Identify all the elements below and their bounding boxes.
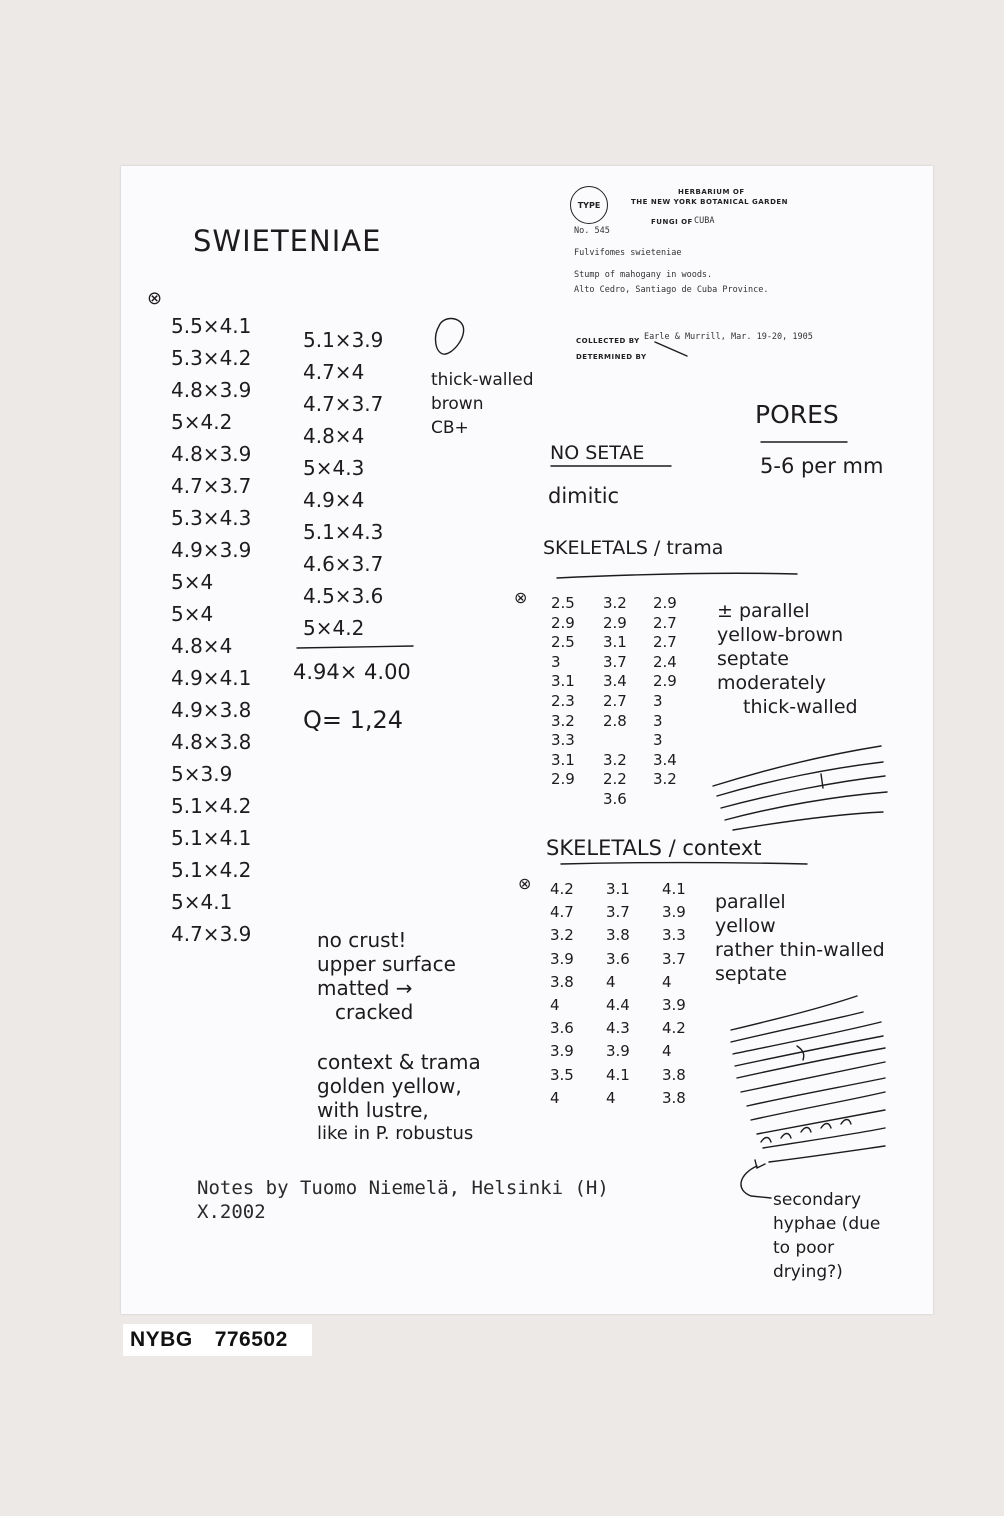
table-cell: 3.7: [603, 652, 627, 671]
list-item: no crust!: [317, 928, 407, 952]
table-cell: 3.2: [603, 594, 627, 612]
footer-note-1: Notes by Tuomo Niemelä, Helsinki (H): [197, 1177, 609, 1199]
fungi-label: FUNGI OF: [651, 218, 693, 226]
spore-sketch-icon: [436, 319, 464, 355]
pores-value: 5-6 per mm: [760, 454, 884, 478]
table-cell: 3: [551, 652, 561, 671]
trama-underline-icon: [557, 573, 797, 578]
list-item: hyphae (due: [773, 1214, 881, 1234]
table-cell: 3.9: [606, 1042, 630, 1061]
list-item: 4.9×3.9: [171, 538, 252, 562]
collected-value: Earle & Murrill, Mar. 19-20, 1905: [644, 332, 813, 342]
spore-marker: ⊗: [147, 288, 163, 309]
table-cell: 4.2: [662, 1019, 686, 1038]
pores-title: PORES: [755, 400, 839, 429]
list-item: drying?): [773, 1262, 843, 1282]
herbarium-line-2: THE NEW YORK BOTANICAL GARDEN: [631, 198, 789, 206]
no-setae-note: NO SETAE: [550, 442, 645, 464]
table-cell: 3: [653, 711, 663, 730]
table-cell: 3.8: [662, 1065, 686, 1084]
table-cell: 3.1: [603, 633, 627, 652]
table-cell: 2.9: [653, 594, 677, 612]
list-item: matted →: [317, 976, 413, 1000]
table-cell: 3.6: [606, 949, 630, 968]
table-cell: 3.3: [551, 731, 575, 750]
locality: Alto Cedro, Santiago de Cuba Province.: [574, 285, 769, 295]
list-item: 5×4.2: [171, 410, 233, 434]
table-cell: 3.9: [662, 995, 686, 1014]
list-item: 4.7×3.9: [171, 922, 252, 946]
hyphae-sketches: [121, 166, 933, 1314]
table-cell: 4: [662, 972, 672, 991]
table-cell: 3.1: [551, 672, 575, 691]
table-cell: 4.4: [606, 995, 630, 1014]
list-item: ± parallel: [717, 600, 810, 622]
table-cell: 3.4: [653, 750, 677, 769]
list-item: CB+: [431, 418, 469, 438]
specimen-sheet: [121, 166, 933, 1314]
list-item: rather thin-walled: [715, 939, 885, 961]
table-cell: 3.8: [662, 1088, 686, 1107]
table-cell: 4.1: [606, 1065, 630, 1084]
table-cell: 3.2: [551, 711, 575, 730]
list-item: context & trama: [317, 1050, 481, 1074]
table-cell: 3.4: [603, 672, 627, 691]
table-cell: 3.2: [653, 770, 677, 789]
table-cell: 4: [550, 1088, 560, 1107]
list-item: 4.9×3.8: [171, 698, 252, 722]
table-cell: 4.7: [550, 903, 574, 922]
list-item: brown: [431, 394, 484, 414]
list-item: 4.8×3.9: [171, 442, 252, 466]
list-item: 4.7×3.7: [171, 474, 252, 498]
table-cell: 4.2: [550, 880, 574, 898]
table-cell: 3.8: [606, 926, 630, 945]
list-item: to poor: [773, 1238, 835, 1258]
table-cell: 2.5: [551, 633, 575, 652]
list-item: 4.6×3.7: [303, 552, 384, 576]
type-stamp: TYPE: [570, 186, 608, 224]
trama-title: SKELETALS / trama: [543, 537, 724, 559]
arrow-up-icon: [741, 1166, 771, 1198]
table-cell: 3.6: [550, 1019, 574, 1038]
list-item: 4.8×4: [171, 634, 233, 658]
spore-mean: 4.94× 4.00: [293, 660, 411, 684]
barcode-prefix: NYBG: [130, 1328, 193, 1351]
q-value: Q= 1,24: [303, 706, 404, 734]
barcode-label: [123, 1324, 312, 1356]
context-marker: ⊗: [518, 874, 532, 893]
list-item: 5.1×4.1: [171, 826, 252, 850]
table-cell: 3.2: [603, 750, 627, 769]
footer-note-2: X.2002: [197, 1201, 266, 1223]
table-cell: 2.9: [603, 613, 627, 632]
table-cell: 3.7: [606, 903, 630, 922]
list-item: 5×4.2: [303, 616, 365, 640]
list-item: 5×4.3: [303, 456, 365, 480]
list-item: 4.9×4.1: [171, 666, 252, 690]
table-cell: 4.3: [606, 1019, 630, 1038]
dimitic-note: dimitic: [548, 484, 620, 508]
list-item: 5.1×4.2: [171, 858, 252, 882]
context-hyphae-sketch-icon: [731, 996, 885, 1162]
table-cell: 3.1: [606, 880, 630, 898]
table-cell: 3.3: [662, 926, 686, 945]
trama-marker: ⊗: [514, 588, 528, 607]
list-item: like in P. robustus: [317, 1123, 474, 1144]
list-item: 4.9×4: [303, 488, 365, 512]
list-item: 5.5×4.1: [171, 314, 252, 338]
table-cell: 4.1: [662, 880, 686, 898]
arrow-head-icon: [755, 1160, 765, 1168]
list-item: upper surface: [317, 952, 456, 976]
table-cell: 3.9: [550, 1042, 574, 1061]
list-item: septate: [717, 648, 789, 670]
trama-hyphae-sketch-icon: [713, 746, 887, 830]
table-cell: 3.1: [551, 750, 575, 769]
table-cell: 3.6: [603, 789, 627, 808]
list-item: 5×4: [171, 570, 214, 594]
list-item: 4.7×4: [303, 360, 365, 384]
list-item: 5.1×4.3: [303, 520, 384, 544]
determined-label: DETERMINED BY: [576, 353, 647, 361]
table-cell: 4: [606, 972, 616, 991]
table-cell: 3: [653, 731, 663, 750]
list-item: 5.3×4.2: [171, 346, 252, 370]
list-item: 5.1×4.2: [171, 794, 252, 818]
species-name: Fulvifomes swieteniae: [574, 248, 682, 258]
table-cell: 2.2: [603, 770, 627, 789]
table-cell: 3.2: [550, 926, 574, 945]
list-item: 4.7×3.7: [303, 392, 384, 416]
list-item: 5×4: [171, 602, 214, 626]
list-item: 4.5×3.6: [303, 584, 384, 608]
table-cell: 4: [550, 995, 560, 1014]
list-item: parallel: [715, 891, 786, 913]
mean-rule-icon: [297, 646, 413, 648]
list-item: 5.3×4.3: [171, 506, 252, 530]
table-cell: 2.3: [551, 691, 575, 710]
herbarium-line-1: HERBARIUM OF: [678, 188, 745, 196]
table-cell: 2.9: [551, 613, 575, 632]
list-item: secondary: [773, 1190, 862, 1210]
context-title: SKELETALS / context: [546, 836, 762, 860]
table-cell: 2.4: [653, 652, 677, 671]
barcode-number: 776502: [214, 1328, 288, 1351]
list-item: yellow: [715, 915, 776, 937]
list-item: thick-walled: [743, 696, 858, 718]
list-item: 5.1×3.9: [303, 328, 384, 352]
table-cell: 2.7: [653, 613, 677, 632]
determined-slash-icon: [655, 342, 687, 356]
specimen-number: No. 545: [574, 226, 610, 236]
table-cell: 2.7: [653, 633, 677, 652]
table-cell: 4: [662, 1042, 672, 1061]
table-cell: 3.5: [550, 1065, 574, 1084]
table-cell: 2.9: [551, 770, 575, 789]
habitat: Stump of mahogany in woods.: [574, 270, 713, 280]
collected-label: COLLECTED BY: [576, 337, 640, 345]
table-cell: 2.7: [603, 691, 627, 710]
list-item: cracked: [335, 1000, 414, 1024]
list-item: golden yellow,: [317, 1074, 462, 1098]
table-cell: 3.8: [550, 972, 574, 991]
list-item: 4.8×3.9: [171, 378, 252, 402]
list-item: septate: [715, 963, 787, 985]
table-cell: 2.9: [653, 672, 677, 691]
table-cell: 3.7: [662, 949, 686, 968]
table-cell: 3: [653, 691, 663, 710]
list-item: thick-walled: [431, 370, 534, 390]
fungi-location: CUBA: [694, 216, 715, 226]
list-item: moderately: [717, 672, 826, 694]
table-cell: 3.9: [662, 903, 686, 922]
list-item: 4.8×4: [303, 424, 365, 448]
list-item: 4.8×3.8: [171, 730, 252, 754]
table-cell: 3.9: [550, 949, 574, 968]
context-underline-icon: [561, 863, 807, 865]
table-cell: 2.8: [603, 711, 627, 730]
list-item: 5×3.9: [171, 762, 233, 786]
list-item: with lustre,: [317, 1098, 429, 1122]
table-cell: 2.5: [551, 594, 575, 612]
list-item: 5×4.1: [171, 890, 233, 914]
table-cell: 4: [606, 1088, 616, 1107]
page-title: SWIETENIAE: [193, 224, 382, 258]
list-item: yellow-brown: [717, 624, 844, 646]
